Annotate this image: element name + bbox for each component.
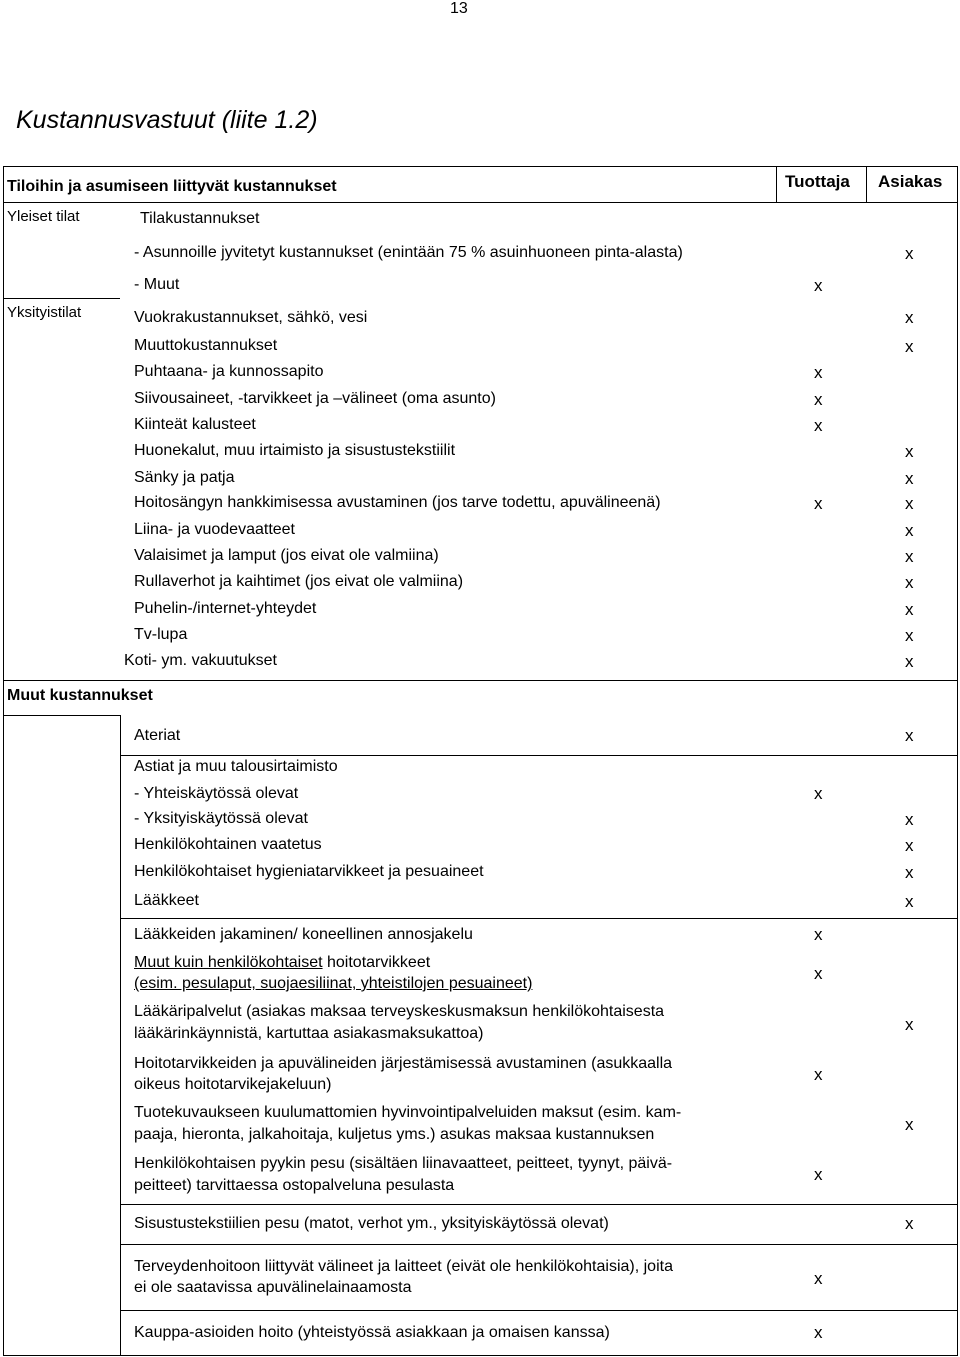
cost-label: Henkilökohtaisen pyykin pesu (sisältäen liinavaatteet, peitteet, tyynyt, päivä- [134,1155,673,1172]
cost-label: Terveydenhoitoon liittyvät välineet ja laitteet (eivät ole henkilökohtaisia), joita [134,1258,673,1275]
cost-label: Valaisimet ja lamput (jos eivat ole valmiina) [134,547,439,564]
cost-label: Kiinteät kalusteet [134,416,256,433]
cost-label: Siivousaineet, -tarvikkeet ja –välineet (oma asunto) [134,390,496,407]
customer-mark: x [905,836,914,855]
cost-label: Liina- ja vuodevaatteet [134,521,295,538]
cost-label: Kauppa-asioiden hoito (yhteistyössä asiakkaan ja omaisen kanssa) [134,1324,610,1341]
customer-mark: x [905,469,914,488]
producer-mark: x [814,784,823,803]
cost-label: Sänky ja patja [134,469,235,486]
producer-mark: x [814,276,823,295]
customer-mark: x [905,1115,914,1134]
group-label-general-spaces: Yleiset tilat [7,208,80,225]
cost-label: Puhelin-/internet-yhteydet [134,600,317,617]
cost-label: Koti- ym. vakuutukset [124,652,277,669]
cost-label: Lääkkeiden jakaminen/ koneellinen annosjakelu [134,926,473,943]
cost-label-line2: lääkärinkäynnistä, kartuttaa asiakasmaksukattoa) [134,1025,484,1042]
customer-mark: x [905,573,914,592]
customer-mark: x [905,308,914,327]
producer-mark: x [814,1269,823,1288]
producer-mark: x [814,390,823,409]
cost-label: - Yksityiskäytössä olevat [134,810,308,827]
section-title-other-costs: Muut kustannukset [7,687,153,704]
producer-mark: x [814,494,823,513]
customer-mark: x [905,521,914,540]
cost-label: Puhtaana- ja kunnossapito [134,363,324,380]
customer-mark: x [905,1015,914,1034]
cost-label: Lääkäripalvelut (asiakas maksaa terveyskeskusmaksun henkilökohtaisesta [134,1003,665,1020]
producer-mark: x [814,925,823,944]
customer-mark: x [905,337,914,356]
cost-label: Tilakustannukset [140,210,260,227]
cost-label: Muuttokustannukset [134,337,278,354]
customer-mark: x [905,652,914,671]
cost-label: Hoitosängyn hankkimisessa avustaminen (jos tarve todettu, apuvälineenä) [134,494,661,511]
producer-mark: x [814,1065,823,1084]
cost-label: Astiat ja muu talousirtaimisto [134,758,338,775]
customer-mark: x [905,892,914,911]
customer-mark: x [905,810,914,829]
page-title: Kustannusvastuut (liite 1.2) [16,106,318,134]
cost-label: Tv-lupa [134,626,188,643]
cost-label-line2: paaja, hieronta, jalkahoitaja, kuljetus yms.) asukas maksaa kustannuksen [134,1126,655,1143]
producer-mark: x [814,1165,823,1184]
customer-mark: x [905,626,914,645]
cost-label: Sisustustekstiilien pesu (matot, verhot ym., yksityiskäytössä olevat) [134,1215,609,1232]
cost-label: - Muut [134,276,180,293]
customer-mark: x [905,863,914,882]
cost-label-line2: peitteet) tarvittaessa ostopalveluna pesulasta [134,1177,455,1194]
page-number: 13 [450,0,468,17]
customer-mark: x [905,726,914,745]
cost-label: Ateriat [134,727,181,744]
customer-mark: x [905,442,914,461]
cost-label: Rullaverhot ja kaihtimet (jos eivat ole valmiina) [134,573,464,590]
cost-label: Henkilökohtaiset hygieniatarvikkeet ja pesuaineet [134,863,484,880]
customer-mark: x [905,600,914,619]
cost-label [134,953,430,973]
cost-label: Vuokrakustannukset, sähkö, vesi [134,309,368,326]
column-header-customer: Asiakas [878,172,943,191]
column-header-producer: Tuottaja [785,172,850,191]
cost-label: - Yhteiskäytössä olevat [134,785,299,802]
customer-mark: x [905,494,914,513]
cost-label-line2: ei ole saatavissa apuvälinelainaamosta [134,1279,412,1296]
customer-mark: x [905,1214,914,1233]
producer-mark: x [814,964,823,983]
cost-label: - Asunnoille jyvitetyt kustannukset (enintään 75 % asuinhuoneen pinta-alasta) [134,244,683,261]
cost-label-rest: hoitotarvikkeet [322,954,431,971]
cost-label: Henkilökohtainen vaatetus [134,836,322,853]
customer-mark: x [905,547,914,566]
cost-label: Huonekalut, muu irtaimisto ja sisustustekstiilit [134,442,456,459]
producer-mark: x [814,363,823,382]
cost-label: Hoitotarvikkeiden ja apuvälineiden järjestämisessä avustaminen (asukkaalla [134,1055,673,1072]
cost-label: Lääkkeet [134,892,199,909]
producer-mark: x [814,416,823,435]
section-title-housing: Tiloihin ja asumiseen liittyvät kustannukset [7,178,337,195]
group-label-private-spaces: Yksityistilat [7,304,82,321]
cost-label-line2: oikeus hoitotarvikejakeluun) [134,1076,332,1093]
customer-mark: x [905,244,914,263]
cost-label-underlined: Muut kuin henkilökohtaiset [134,954,323,971]
producer-mark: x [814,1323,823,1342]
cost-label-line2: (esim. pesulaput, suojaesiliinat, yhteistilojen pesuaineet) [134,975,533,992]
cost-label: Tuotekuvaukseen kuulumattomien hyvinvointipalveluiden maksut (esim. kam- [134,1104,682,1121]
